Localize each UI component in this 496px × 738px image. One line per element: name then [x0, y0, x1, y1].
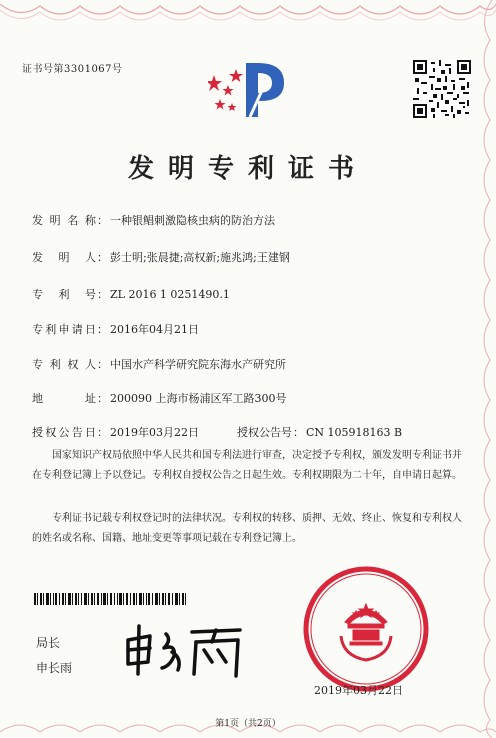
field-label: 专利号	[32, 288, 96, 301]
seal-date: 2019年03月22日	[314, 684, 403, 697]
field-label: 地址	[32, 392, 96, 405]
field-value: 200090 上海市杨浦区军工路300号	[110, 392, 287, 405]
field-value: CN 105918163 B	[306, 426, 403, 439]
handwritten-signature	[120, 622, 250, 680]
field-value: 2019年03月22日	[110, 426, 199, 439]
decorative-border-right	[472, 0, 496, 738]
field-label: 授权公告号	[237, 426, 292, 439]
field-label: 专利权人	[32, 358, 96, 371]
field-label: 发明名称	[32, 214, 96, 227]
legal-status-note: 专利证书记载专利权登记时的法律状况。专利权的转移、质押、无效、终止、恢复和专利权人的姓名或名称、国籍、地址变更等事项记载在专利登记簿上。	[32, 513, 462, 544]
field-invention-name: 发明名称： 一种银鲳刺激隐核虫病的防治方法	[32, 214, 275, 227]
patent-office-logo	[208, 55, 298, 120]
qr-code	[413, 60, 471, 118]
field-application-date: 专利申请日： 2016年04月21日	[32, 323, 199, 336]
decorative-border-top	[0, 0, 496, 30]
field-grant-date: 授权公告日： 2019年03月22日 授权公告号： CN 105918163 B	[32, 426, 403, 439]
field-value: 2016年04月21日	[110, 323, 199, 336]
field-label: 授权公告日	[32, 426, 96, 439]
field-value: ZL 2016 1 0251490.1	[110, 288, 230, 301]
certificate-title: 发明专利证书	[127, 154, 368, 184]
signatory-name: 申长雨	[36, 661, 73, 675]
certificate-number: 证书号第3301067号	[22, 64, 123, 75]
page-number: 第1页（共2页）	[215, 719, 281, 729]
barcode	[34, 593, 186, 605]
field-inventors: 发明人： 彭士明;张晨捷;高权新;施兆鸿;王建钢	[32, 251, 290, 264]
field-address: 地址： 200090 上海市杨浦区军工路300号	[32, 392, 287, 405]
field-value: 中国水产科学研究院东海水产研究所	[110, 358, 286, 371]
field-patentee: 专利权人： 中国水产科学研究院东海水产研究所	[32, 358, 286, 371]
field-label: 发明人	[32, 251, 96, 264]
field-label: 专利申请日	[32, 323, 96, 336]
signatory-title: 局长	[36, 636, 61, 650]
official-seal	[293, 564, 439, 694]
field-value: 一种银鲳刺激隐核虫病的防治方法	[110, 214, 275, 227]
grant-statement: 国家知识产权局依照中华人民共和国专利法进行审查，决定授予专利权，颁发发明专利证书并在专利登记簿上予以登记。专利权自授权公告之日起生效。专利权期限为二十年，自申请日起算。	[32, 450, 462, 481]
field-patent-number: 专利号： ZL 2016 1 0251490.1	[32, 288, 230, 301]
field-value: 彭士明;张晨捷;高权新;施兆鸿;王建钢	[110, 251, 290, 264]
